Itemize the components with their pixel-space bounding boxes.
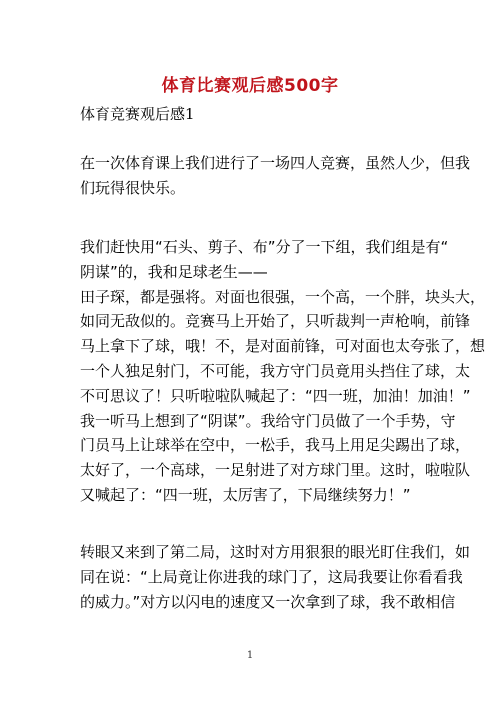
paragraph-line: 一个人独足射门，不可能，我方守门员竟用头挡住了球，太 [80, 361, 471, 380]
paragraph-line: 田子琛，都是强将。对面也很强，一个高，一个胖，块头大， [80, 287, 486, 306]
paragraph-line: 如同无敌似的。竞赛马上开始了，只听裁判一声枪响，前锋 [80, 312, 471, 331]
page-number: 1 [246, 650, 254, 661]
paragraph-line: 又喊起了：“四一班，太厉害了，下局继续努力！” [80, 485, 411, 504]
paragraph-line: 不可思议了！只听啦啦队喊起了：“四一班，加油！加油！” [80, 386, 471, 405]
paragraph-1 [80, 151, 471, 201]
paragraph-line: 同在说：“上局竟让你进我的球门了，这局我要让你看看我 [80, 567, 463, 586]
paragraph-line: 门员马上让球举在空中，一松手，我马上用足尖踢出了球， [80, 436, 471, 455]
paragraph-line: 的威力。”对方以闪电的速度又一次拿到了球，我不敢相信 [80, 592, 456, 611]
paragraph-line: 阴谋”的，我和足球老生—— [80, 262, 268, 281]
document-subtitle: 体育竞赛观后感1 [80, 105, 195, 123]
document-title: 体育比赛观后感500字 [161, 76, 339, 96]
paragraph-2 [80, 235, 486, 508]
paragraph-line: 转眼又来到了第二局，这时对方用狠狠的眼光盯住我们，如 [80, 543, 471, 561]
paragraph-line: 马上拿下了球，哦！不，是对面前锋，可对面也太夸张了，想 [80, 337, 486, 356]
paragraph-line: 太好了，一个高球，一足射进了对方球门里。这时，啦啦队 [80, 461, 471, 480]
paragraph-line: 们玩得很快乐。 [80, 178, 186, 197]
paragraph-3 [80, 540, 471, 614]
paragraph-line: 我们赶快用“石头、剪子、布”分了一下组，我们组是有“ [80, 238, 449, 256]
paragraph-line: 在一次体育课上我们进行了一场四人竞赛，虽然人少，但我 [80, 154, 471, 172]
paragraph-line: 我一听马上想到了“阴谋”。我给守门员做了一个手势，守 [80, 411, 456, 430]
